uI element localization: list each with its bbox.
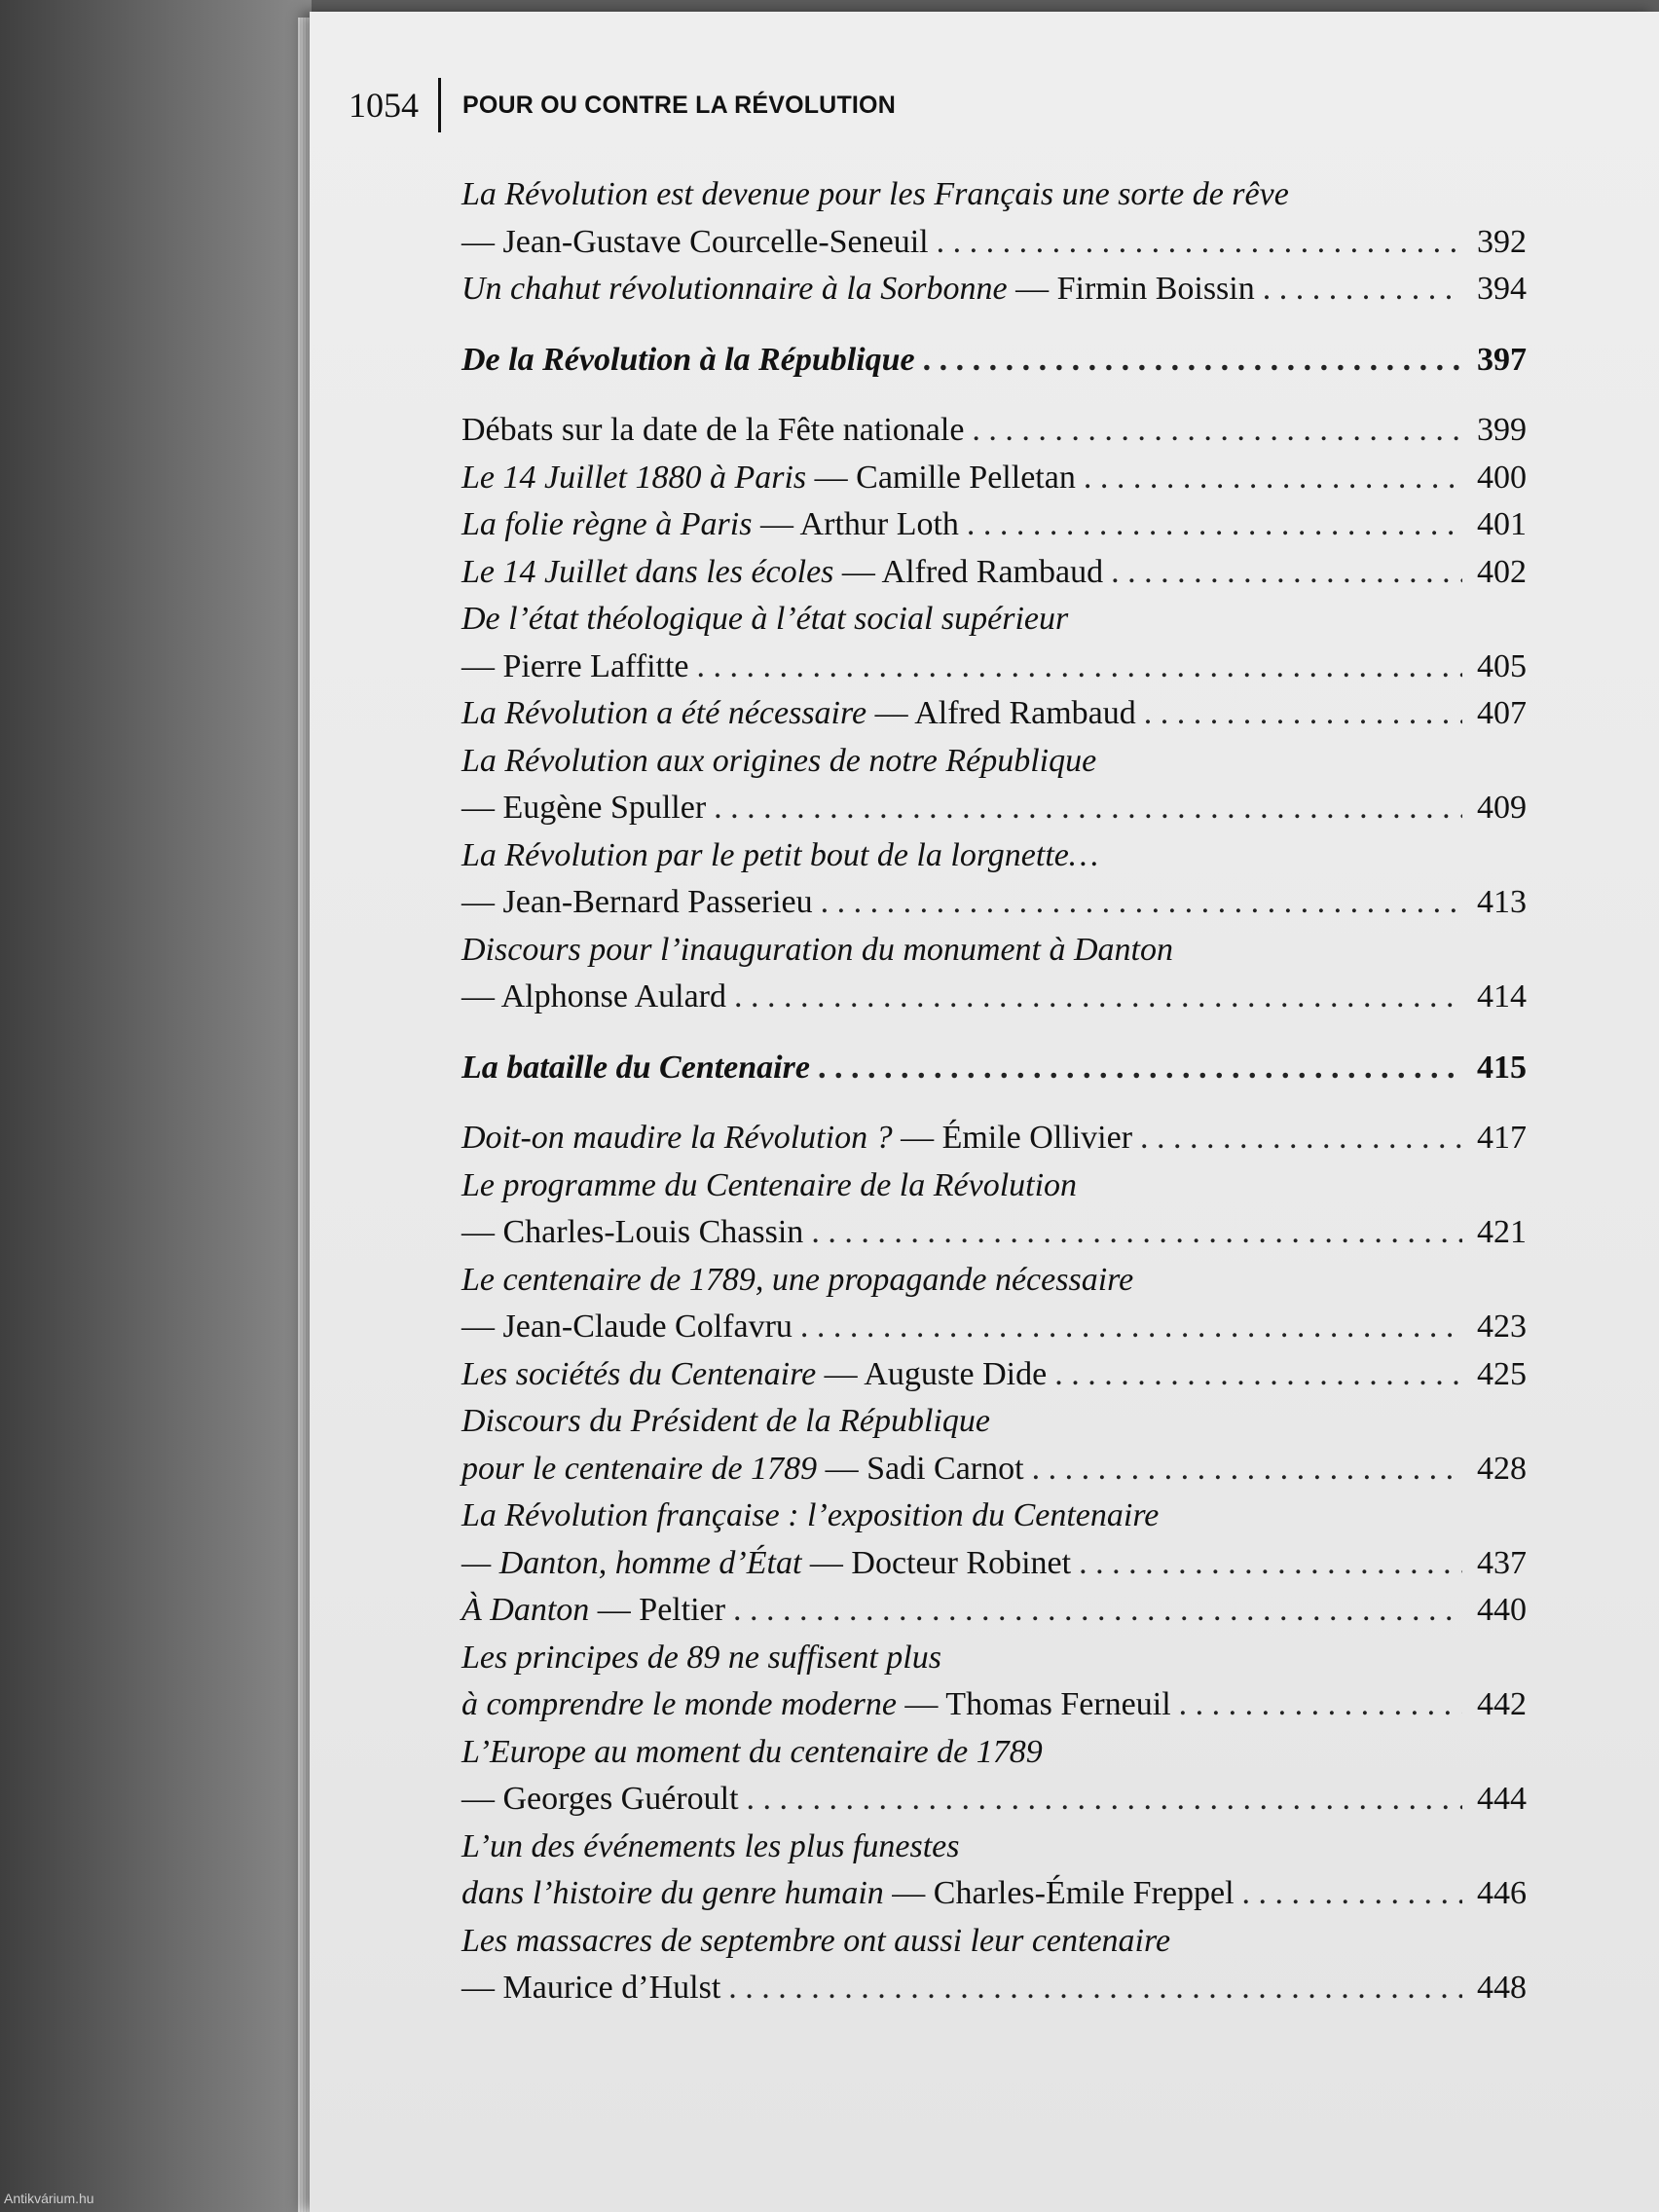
- entry-title: pour le centenaire de 1789: [461, 1450, 818, 1487]
- toc-entry: [461, 644, 1527, 691]
- section-title: De la Révolution à la République: [461, 341, 915, 378]
- entry-author: Débats sur la date de la Fête nationale: [461, 412, 965, 448]
- dot-leader: [818, 1045, 1462, 1092]
- toc-entry-title-line: La Révolution française : l’exposition du Centenaire: [461, 1497, 1160, 1533]
- page-number: 1054: [349, 86, 419, 125]
- dot-leader: [1032, 1446, 1462, 1493]
- watermark: Antikvárium.hu: [4, 2191, 94, 2206]
- toc-entry: [461, 219, 1527, 267]
- entry-title: — Danton, homme d’État: [461, 1544, 802, 1581]
- entry-page-number: 442: [1477, 1686, 1527, 1722]
- toc-entry: [461, 1446, 1527, 1493]
- entry-author: — Jean-Gustave Courcelle-Seneuil: [461, 223, 929, 260]
- toc-entry: [461, 1587, 1527, 1635]
- entry-author: — Eugène Spuller: [461, 790, 707, 826]
- dot-leader: [967, 501, 1462, 549]
- toc-entry: [461, 266, 1527, 313]
- entry-page-number: 417: [1477, 1120, 1527, 1156]
- entry-author: — Peltier: [589, 1592, 726, 1628]
- toc-entry: [461, 1351, 1527, 1399]
- book-page: [310, 12, 1659, 2212]
- toc-entry-title-line: L’un des événements les plus funestes: [461, 1827, 960, 1864]
- dot-leader: [733, 1587, 1462, 1635]
- toc-entry-title-line: Le programme du Centenaire de la Révolution: [461, 1166, 1078, 1203]
- toc-entry: [461, 690, 1527, 738]
- running-title: POUR OU CONTRE LA RÉVOLUTION: [462, 91, 896, 119]
- toc-entry: [461, 455, 1527, 502]
- dot-leader: [821, 879, 1462, 927]
- dot-leader: [747, 1776, 1462, 1824]
- dot-leader: [1263, 266, 1462, 313]
- dot-leader: [1079, 1540, 1462, 1588]
- toc-entry: [461, 1540, 1527, 1588]
- dot-leader: [1144, 690, 1462, 738]
- entry-author: — Docteur Robinet: [801, 1544, 1072, 1581]
- entry-author: — Émile Ollivier: [892, 1120, 1133, 1156]
- dot-leader: [734, 974, 1462, 1021]
- dot-leader: [1140, 1115, 1462, 1162]
- dot-leader: [728, 1965, 1462, 2012]
- toc-entry: [461, 1681, 1527, 1729]
- toc-entry-title-line: Les massacres de septembre ont aussi leur centenaire: [461, 1922, 1171, 1959]
- entry-author: — Charles-Émile Freppel: [883, 1875, 1235, 1911]
- entry-page-number: 415: [1477, 1049, 1527, 1086]
- entry-author: — Alfred Rambaud: [833, 553, 1104, 590]
- entry-page-number: 402: [1477, 553, 1527, 590]
- entry-page-number: 446: [1477, 1875, 1527, 1911]
- toc-entry: [461, 879, 1527, 927]
- entry-page-number: 397: [1477, 341, 1527, 378]
- dot-leader: [923, 337, 1462, 385]
- entry-page-number: 405: [1477, 647, 1527, 684]
- entry-author: — Camille Pelletan: [806, 459, 1076, 496]
- entry-author: — Thomas Ferneuil: [896, 1686, 1171, 1722]
- toc-entry-title-line: L’Europe au moment du centenaire de 1789: [461, 1733, 1043, 1770]
- entry-page-number: 423: [1477, 1309, 1527, 1345]
- entry-title: Le 14 Juillet dans les écoles: [461, 553, 834, 590]
- entry-page-number: 448: [1477, 1970, 1527, 2006]
- entry-title: La folie règne à Paris: [461, 506, 753, 542]
- background-shadow: [0, 0, 312, 2212]
- entry-title: dans l’histoire du genre humain: [461, 1875, 884, 1911]
- toc-entry: [461, 407, 1527, 455]
- toc-entry: [461, 1870, 1527, 1918]
- toc-entry: [461, 1776, 1527, 1824]
- entry-page-number: 400: [1477, 459, 1527, 496]
- dot-leader: [937, 219, 1462, 267]
- entry-page-number: 401: [1477, 506, 1527, 542]
- toc-entry: [461, 1209, 1527, 1257]
- toc-entry-title-line: La Révolution est devenue pour les Français une sorte de rêve: [461, 176, 1289, 212]
- entry-title: La Révolution a été nécessaire: [461, 695, 867, 731]
- entry-author: — Auguste Dide: [816, 1355, 1048, 1392]
- entry-author: — Charles-Louis Chassin: [461, 1214, 804, 1250]
- dot-leader: [1054, 1351, 1462, 1399]
- entry-author: — Firmin Boissin: [1007, 271, 1255, 307]
- entry-author: — Maurice d’Hulst: [461, 1970, 721, 2006]
- entry-page-number: 413: [1477, 884, 1527, 920]
- toc-entry: [461, 974, 1527, 1021]
- entry-page-number: 414: [1477, 978, 1527, 1014]
- toc-entry: [461, 1304, 1527, 1351]
- entry-author: — Georges Guéroult: [461, 1781, 739, 1817]
- dot-leader: [697, 644, 1462, 691]
- dot-leader: [1179, 1681, 1462, 1729]
- entry-title: Un chahut révolutionnaire à la Sorbonne: [461, 271, 1008, 307]
- section-title: La bataille du Centenaire: [461, 1049, 810, 1086]
- dot-leader: [714, 785, 1462, 832]
- dot-leader: [1084, 455, 1462, 502]
- entry-page-number: 399: [1477, 412, 1527, 448]
- toc-entry-title-line: Discours pour l’inauguration du monument à Danton: [461, 931, 1173, 968]
- dot-leader: [1242, 1870, 1462, 1918]
- entry-author: — Arthur Loth: [752, 506, 959, 542]
- entry-title: Le 14 Juillet 1880 à Paris: [461, 459, 807, 496]
- toc-entry: [461, 1115, 1527, 1162]
- entry-author: — Sadi Carnot: [817, 1450, 1024, 1487]
- entry-page-number: 409: [1477, 790, 1527, 826]
- toc-entry-title-line: Les principes de 89 ne suffisent plus: [461, 1639, 941, 1676]
- entry-page-number: 407: [1477, 695, 1527, 731]
- entry-page-number: 444: [1477, 1781, 1527, 1817]
- entry-author: — Alphonse Aulard: [461, 978, 726, 1014]
- entry-title: Doit-on maudire la Révolution ?: [461, 1120, 893, 1156]
- entry-page-number: 394: [1477, 271, 1527, 307]
- table-of-contents: [461, 171, 1527, 2012]
- toc-entry: [461, 1965, 1527, 2012]
- toc-entry-title-line: La Révolution par le petit bout de la lorgnette…: [461, 836, 1099, 873]
- page-header: [349, 70, 896, 140]
- entry-page-number: 425: [1477, 1355, 1527, 1392]
- entry-author: — Pierre Laffitte: [461, 647, 689, 684]
- entry-page-number: 440: [1477, 1592, 1527, 1628]
- toc-entry: [461, 549, 1527, 597]
- toc-entry-title-line: Le centenaire de 1789, une propagande nécessaire: [461, 1261, 1134, 1298]
- entry-author: — Jean-Claude Colfavru: [461, 1309, 793, 1345]
- entry-page-number: 421: [1477, 1214, 1527, 1250]
- entry-title: À Danton: [461, 1592, 590, 1628]
- entry-author: — Alfred Rambaud: [866, 695, 1136, 731]
- header-divider: [438, 78, 441, 132]
- entry-title: Les sociétés du Centenaire: [461, 1355, 817, 1392]
- entry-page-number: 437: [1477, 1544, 1527, 1581]
- dot-leader: [1111, 549, 1462, 597]
- dot-leader: [972, 407, 1462, 455]
- toc-entry: [461, 785, 1527, 832]
- toc-section-heading: [461, 1045, 1527, 1092]
- entry-title: à comprendre le monde moderne: [461, 1686, 897, 1722]
- dot-leader: [800, 1304, 1462, 1351]
- entry-author: — Jean-Bernard Passerieu: [461, 884, 813, 920]
- toc-entry-title-line: Discours du Président de la République: [461, 1403, 990, 1439]
- toc-entry-title-line: La Révolution aux origines de notre République: [461, 742, 1097, 779]
- toc-section-heading: [461, 337, 1527, 385]
- dot-leader: [811, 1209, 1462, 1257]
- entry-page-number: 392: [1477, 223, 1527, 260]
- entry-page-number: 428: [1477, 1450, 1527, 1487]
- toc-entry-title-line: De l’état théologique à l’état social supérieur: [461, 601, 1069, 637]
- toc-entry: [461, 501, 1527, 549]
